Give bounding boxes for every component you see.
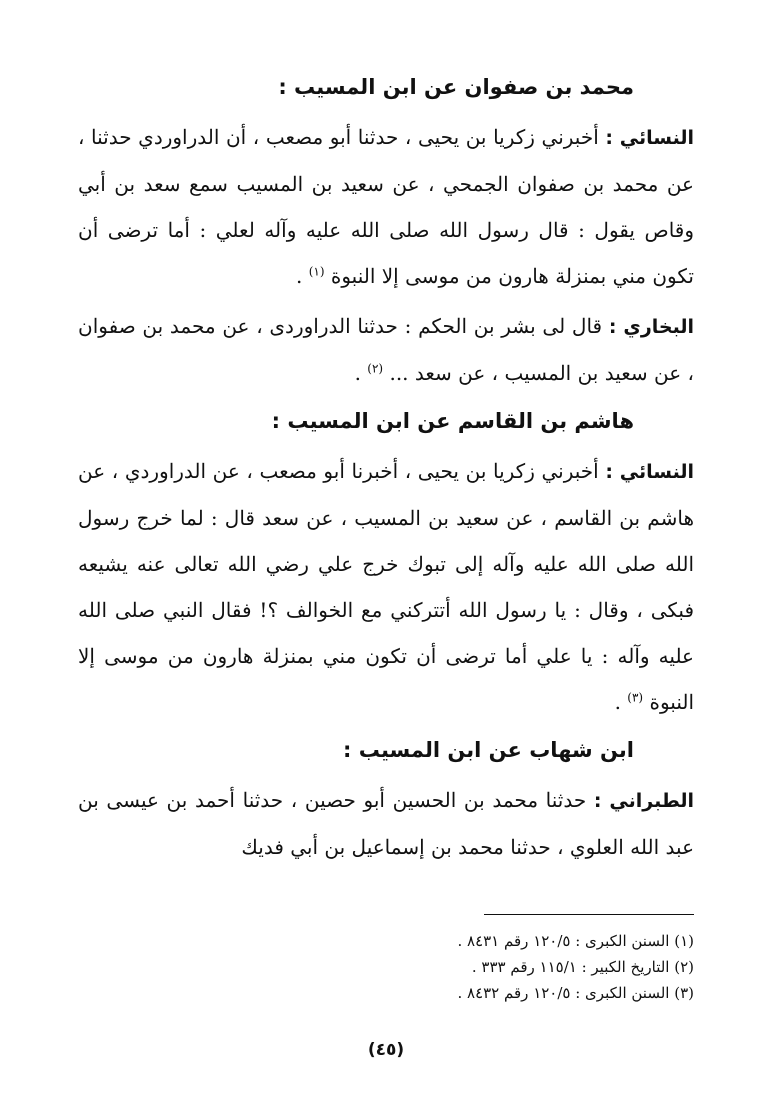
paragraph-text: قال لى بشر بن الحكم : حدثنا الدراوردى ، عن محمد بن صفوان ، عن سعيد بن المسيب ، عن سعد ... <box>78 314 694 385</box>
footnote-ref: (٢) <box>367 361 384 376</box>
footnote: (١) السنن الكبرى : ١٢٠/٥ رقم ٨٤٣١ . <box>457 932 694 950</box>
paragraph-tail: . <box>295 264 309 288</box>
source-name: النسائي : <box>605 127 694 149</box>
paragraph-text: حدثنا محمد بن الحسين أبو حصين ، حدثنا أحمد بن عيسى بن عبد الله العلوي ، حدثنا محمد بن إسماعيل بن أبي فديك <box>78 788 694 859</box>
paragraph <box>78 303 694 396</box>
paragraph-tail: . <box>614 690 628 714</box>
paragraph <box>78 114 694 299</box>
section-heading: هاشم بن القاسم عن ابن المسيب : <box>271 409 634 433</box>
paragraph <box>78 448 694 725</box>
footnote: (٢) التاريخ الكبير : ١١٥/١ رقم ٣٣٣ . <box>471 958 694 976</box>
source-name: الطبراني : <box>593 790 694 812</box>
paragraph-tail: . <box>354 361 368 385</box>
paragraph-text: أخبرني زكريا بن يحيى ، أخبرنا أبو مصعب ، عن الدراوردي ، عن هاشم بن القاسم ، عن سعيد بن المسيب ، عن سعد قال : لما خرج رسول الله صلى الله عليه وآله إلى تبوك خرج علي رضي الله تعالى عنه يشيعه فبكى ، وقال : يا رسول الله أتتركني مع الخوالف ؟! فقال النبي صلى الله عليه وآله : يا علي أما ترضى أن تكون مني بمنزلة هارون من موسى إلا النبوة <box>78 459 695 714</box>
section-heading: محمد بن صفوان عن ابن المسيب : <box>278 75 634 99</box>
footnotes <box>78 928 694 1006</box>
footnote-divider <box>484 914 694 915</box>
section-safwan <box>78 72 694 396</box>
footnote: (٣) السنن الكبرى : ١٢٠/٥ رقم ٨٤٣٢ . <box>457 984 694 1002</box>
paragraph-text: أخبرني زكريا بن يحيى ، حدثنا أبو مصعب ، أن الدراوردي حدثنا ، عن محمد بن صفوان الجمحي ، عن سعيد بن المسيب سمع سعد بن أبي وقاص يقول : قال رسول الله صلى الله عليه وآله لعلي : أما ترضى أن تكون مني بمنزلة هارون من موسى إلا النبوة <box>78 125 694 288</box>
page-number: (٤٥) <box>367 1040 405 1060</box>
paragraph <box>78 777 694 870</box>
section-heading: ابن شهاب عن ابن المسيب : <box>343 738 634 762</box>
section-hashim <box>78 406 694 725</box>
footnote-ref: (١) <box>308 264 325 279</box>
source-name: النسائي : <box>605 461 695 483</box>
section-ibn-shihab <box>78 735 694 870</box>
page-body <box>78 62 694 874</box>
footnote-ref: (٣) <box>627 690 644 705</box>
source-name: البخاري : <box>608 316 695 338</box>
